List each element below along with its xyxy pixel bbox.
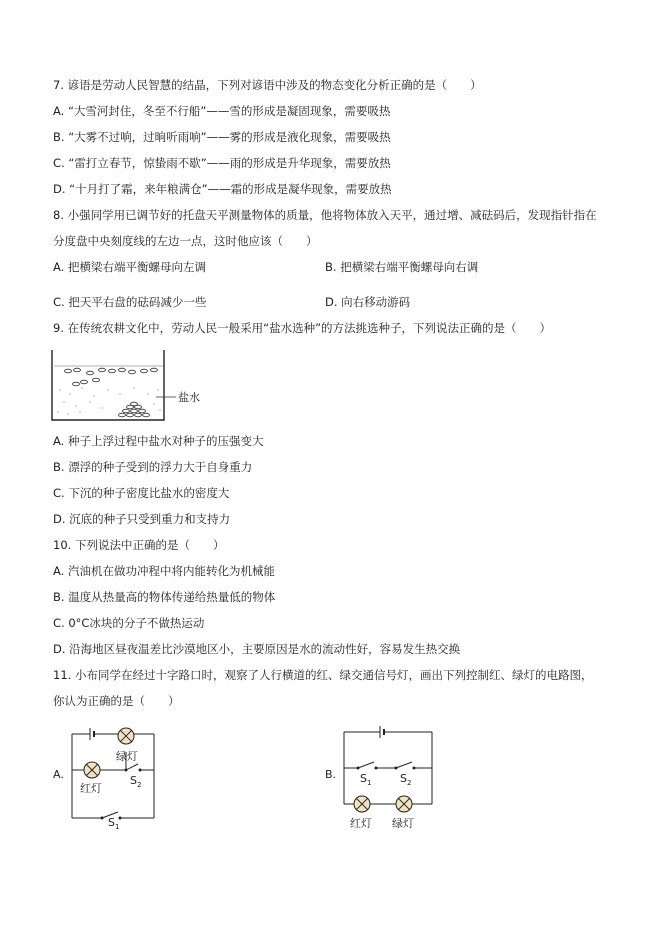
circuit-b-s2-label: $S_2$ (400, 772, 412, 787)
q7-option-a: A. “大雪河封住，冬至不行船”——雪的形成是凝固现象，需要吸热 (53, 104, 391, 118)
q9-stem: 9. 在传统农耕文化中，劳动人民一般采用“盐水选种”的方法挑选种子，下列说法正确的是（ ） (53, 321, 552, 335)
circuit-a-green-label: 绿灯 (116, 750, 138, 763)
q9-option-b: B. 漂浮的种子受到的浮力大于自身重力 (53, 460, 253, 474)
circuit-a-red-label: 红灯 (80, 782, 102, 795)
q11-stem-line1: 11. 小布同学在经过十字路口时，观察了人行横道的红、绿交通信号灯，画出下列控制红、绿灯的电路图， (53, 668, 593, 682)
q10-stem: 10. 下列说法中正确的是（ ） (53, 538, 225, 552)
circuit-b-option-label: B. (325, 768, 337, 781)
green-lamp-icon (118, 728, 134, 744)
q9-option-c: C. 下沉的种子密度比盐水的密度大 (53, 486, 230, 500)
q8-option-c: C. 把天平右盘的砝码减少一些 (53, 295, 207, 309)
circuit-a-s2-label: $S_2$ (130, 774, 142, 789)
q7-stem: 7. 谚语是劳动人民智慧的结晶，下列对谚语中涉及的物态变化分析正确的是（ ） (53, 78, 482, 92)
q8-option-d: D. 向右移动游码 (325, 295, 411, 309)
q10-option-d: D. 沿海地区昼夜温差比沙漠地区小，主要原因是水的流动性好，容易发生热交换 (53, 642, 461, 656)
q10-option-b: B. 温度从热量高的物体传递给热量低的物体 (53, 590, 276, 604)
q10-option-c: C. 0°C冰块的分子不做热运动 (53, 616, 205, 630)
red-lamp-icon (84, 762, 100, 778)
circuit-b-s1-label: $S_1$ (360, 772, 372, 787)
q8-stem-line1: 8. 小强同学用已调节好的托盘天平测量物体的质量，他将物体放入天平，通过增、减砝码后，发现指针指在 (53, 208, 597, 222)
salt-water-figure (50, 344, 220, 424)
q9-option-d: D. 沉底的种子只受到重力和支持力 (53, 512, 231, 526)
q11-stem-line2: 你认为正确的是（ ） (53, 694, 180, 708)
circuit-b-red-label: 红灯 (350, 817, 372, 830)
circuit-a-s1-label: $S_1$ (108, 816, 120, 830)
q7-option-c: C. “雷打立春节，惊蛰雨不歇”——雨的形成是升华现象，需要放热 (53, 156, 391, 170)
circuit-a-option-label: A. (53, 768, 64, 781)
red-lamp-icon (354, 796, 370, 812)
q8-option-b: B. 把横梁右端平衡螺母向右调 (325, 260, 479, 274)
circuit-a (50, 722, 170, 830)
q8-stem-line2: 分度盘中央刻度线的左边一点，这时他应该（ ） (53, 234, 318, 248)
q10-option-a: A. 汽油机在做功冲程中将内能转化为机械能 (53, 564, 275, 578)
circuit-b-green-label: 绿灯 (392, 817, 414, 830)
q8-option-a: A. 把横梁右端平衡螺母向左调 (53, 260, 206, 274)
q9-option-a: A. 种子上浮过程中盐水对种子的压强变大 (53, 434, 264, 448)
circuit-b (322, 722, 442, 832)
green-lamp-icon (396, 796, 412, 812)
q7-option-b: B. “大雾不过响，过晌听雨响”——雾的形成是液化现象，需要吸热 (53, 130, 391, 144)
salt-water-label: 盐水 (178, 391, 200, 404)
q7-option-d: D. “十月打了霜，来年粮满仓”——霜的形成是凝华现象，需要放热 (53, 182, 392, 196)
